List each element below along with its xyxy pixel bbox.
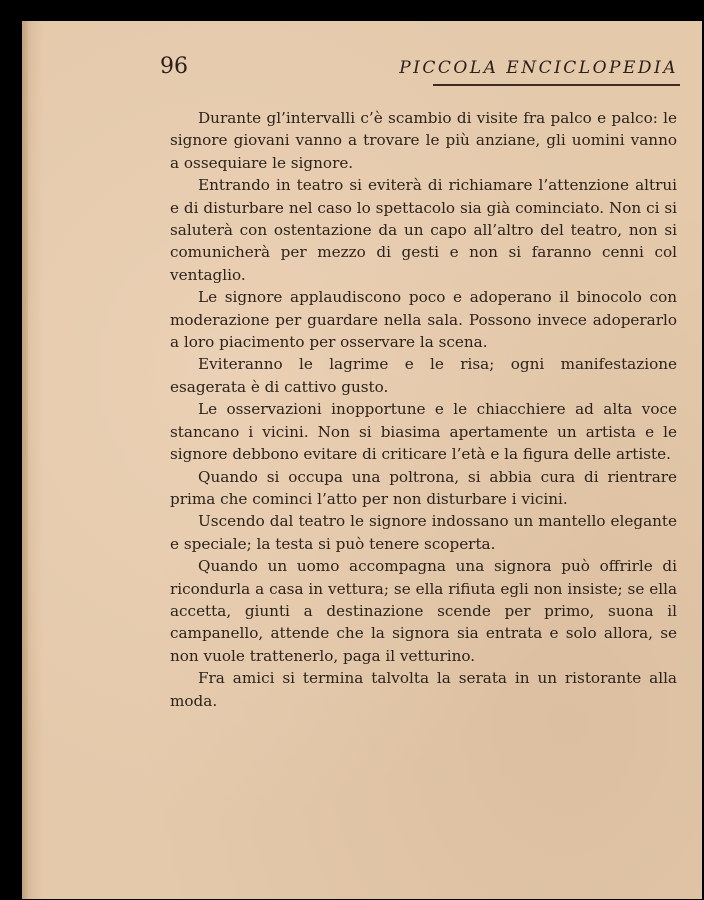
paragraph: Le osservazioni inopportune e le chiacchiere ad alta voce stancano i vicini. Non si biasima apertamente un artista e le signore debbono evitare di criticare l’età e la figura delle artiste. [170, 400, 677, 464]
page-edge [22, 21, 28, 899]
paragraph: Quando un uomo accompagna una signora può offrirle di ricondurla a casa in vettura; se ella rifiuta egli non insiste; se ella accetta, giunti a destinazione scende per primo, suona il campanello, attende che la signora sia entrata e solo allora, se non vuole trattenerlo, paga il vetturino. [170, 557, 677, 665]
paragraph: Entrando in teatro si eviterà di richiamare l’attenzione altrui e di disturbare nel caso lo spettacolo sia già cominciato. Non ci si saluterà con ostentazione da un capo all’altro del teatro, non si comunicherà per mezzo di gesti e non si faranno cenni col ventaglio. [170, 176, 677, 284]
page-header [160, 54, 680, 86]
scan-frame [10, 10, 694, 890]
book-page [22, 21, 702, 899]
paragraph: Eviteranno le lagrime e le risa; ogni manifestazione esagerata è di cattivo gusto. [170, 355, 677, 396]
body-text [170, 107, 677, 712]
paragraph: Durante gl’intervalli c’è scambio di visite fra palco e palco: le signore giovani vanno a trovare le più anziane, gli uomini vanno a ossequiare le signore. [170, 109, 677, 172]
header-rule [433, 84, 680, 86]
paragraph: Uscendo dal teatro le signore indossano un mantello elegante e speciale; la testa si può tenere scoperta. [170, 512, 677, 553]
page-number: 96 [160, 54, 188, 79]
running-title: PICCOLA ENCICLOPEDIA [399, 58, 678, 78]
paragraph: Quando si occupa una poltrona, si abbia cura di rientrare prima che cominci l’atto per non disturbare i vicini. [170, 467, 677, 508]
paragraph: Fra amici si termina talvolta la serata in un ristorante alla moda. [170, 669, 677, 710]
paragraph: Le signore applaudiscono poco e adoperano il binocolo con moderazione per guardare nella sala. Possono invece adoperarlo a loro piacimento per osservare la scena. [170, 288, 677, 352]
